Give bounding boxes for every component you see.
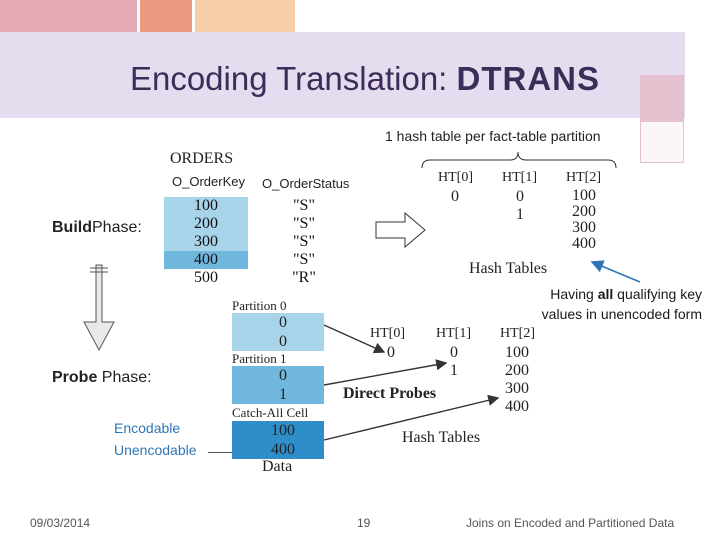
qualifying-note-pre: Having (550, 286, 598, 302)
build-arrow (376, 213, 425, 247)
catchall-cell: 100 (271, 422, 295, 439)
orders-status-cell: "R" (292, 269, 316, 286)
build-ht1-value: 0 (516, 188, 524, 205)
probe-ht2-value: 200 (505, 362, 529, 379)
build-ht2-value: 300 (572, 219, 596, 236)
catchall-label: Catch-All Cell (232, 405, 309, 420)
probe-ht2-values (496, 344, 538, 416)
probe-ht1-values (441, 344, 467, 380)
build-hash-tables-label: Hash Tables (469, 260, 548, 277)
partition0-cell: 0 (279, 314, 287, 331)
build-ht1-values (505, 188, 535, 224)
orders-status-column (262, 197, 346, 287)
build-ht2-value: 100 (572, 187, 596, 204)
direct-probes-label: Direct Probes (343, 385, 437, 402)
orders-key-cell: 100 (164, 197, 248, 215)
orders-key-cell: 200 (164, 215, 248, 233)
orders-key-cell: 300 (164, 233, 248, 251)
orders-col-status-header: O_OrderStatus (262, 176, 350, 191)
probe-ht1-value: 0 (450, 344, 458, 361)
probe-phase-rest: Phase: (97, 369, 152, 386)
partition1-cells (232, 366, 324, 404)
orders-status-cell: "S" (293, 197, 315, 214)
partition1-label: Partition 1 (232, 351, 287, 366)
catchall-cells (232, 421, 324, 459)
build-ht2-label: HT[2] (566, 170, 601, 185)
probe-ht1-value: 1 (450, 362, 458, 379)
qualify-arrow (592, 262, 640, 282)
probe-phase-bold: Probe (52, 369, 98, 386)
slide-title-bold: DTRANS (456, 60, 601, 97)
orders-status-cell: "S" (293, 215, 315, 232)
footer-title: Joins on Encoded and Partitioned Data (466, 516, 675, 530)
build-phase-label (52, 219, 142, 237)
slide-title-main: Encoding Translation: (129, 60, 457, 97)
qualifying-note-line2: values in unencoded form (541, 306, 702, 322)
probe-ht2-value: 400 (505, 398, 529, 415)
catchall-cell: 400 (271, 441, 295, 458)
orders-key-cell: 400 (164, 251, 248, 269)
brace (422, 152, 616, 168)
orders-col-key-header: O_OrderKey (172, 174, 245, 189)
qualifying-note-bold: all (597, 286, 614, 302)
partition1-cell: 1 (279, 386, 287, 403)
build-phase-bold: Build (52, 219, 92, 236)
probe-ht2-label: HT[2] (500, 326, 535, 341)
qualifying-note (470, 284, 702, 324)
orders-table-name: ORDERS (170, 150, 234, 167)
legend-unencodable: Unencodable (114, 442, 197, 458)
orders-status-cell: "S" (293, 251, 315, 268)
build-ht2-value: 200 (572, 203, 596, 220)
probe-phase-label (52, 369, 152, 387)
probe-ht0-values (378, 344, 404, 362)
probe-ht0-value: 0 (387, 344, 395, 361)
build-ht0-label: HT[0] (438, 170, 473, 185)
probe-ht0-label: HT[0] (370, 326, 405, 341)
orders-status-cell: "S" (293, 233, 315, 250)
partition-note: 1 hash table per fact-table partition (385, 128, 601, 144)
probe-arrow-p1 (324, 363, 446, 385)
partition1-cell: 0 (279, 367, 287, 384)
qualifying-note-post: qualifying key (613, 286, 702, 302)
build-ht1-label: HT[1] (502, 170, 537, 185)
build-phase-rest: Phase: (92, 219, 142, 236)
probe-ht2-value: 300 (505, 380, 529, 397)
probe-ht1-label: HT[1] (436, 326, 471, 341)
phase-down-arrow (84, 265, 114, 350)
legend-encodable: Encodable (114, 420, 181, 436)
partition0-cells (232, 313, 324, 351)
orders-key-cell: 500 (164, 269, 248, 287)
partition0-label: Partition 0 (232, 298, 287, 313)
footer-date: 09/03/2014 (30, 516, 91, 530)
partition0-cell: 0 (279, 333, 287, 350)
legend-connector (208, 452, 234, 453)
qualifying-note-line1 (470, 284, 702, 304)
orders-key-column (164, 197, 248, 287)
probe-hash-tables-label: Hash Tables (402, 429, 481, 446)
footer-page: 19 (357, 516, 371, 530)
build-ht2-values (563, 188, 605, 252)
build-ht2-value: 400 (572, 235, 596, 252)
build-ht1-value: 1 (516, 206, 524, 223)
build-ht0-values (440, 188, 470, 206)
build-ht0-value: 0 (451, 188, 459, 205)
probe-ht2-value: 100 (505, 344, 529, 361)
data-label: Data (262, 458, 293, 475)
